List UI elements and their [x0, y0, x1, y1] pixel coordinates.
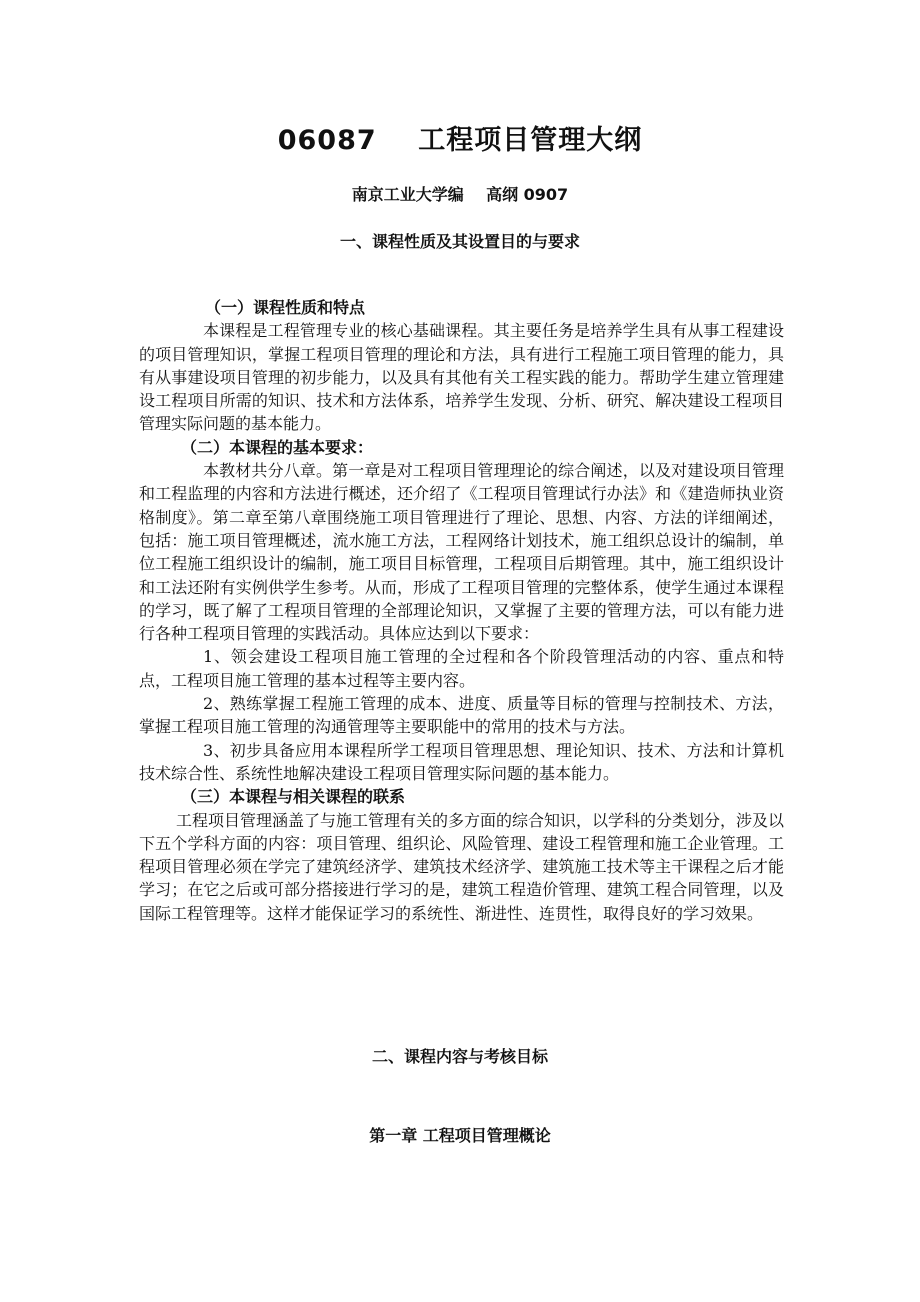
part2-paragraph: 本教材共分八章。第一章是对工程项目管理理论的综合阐述，以及对建设项目管理和工程监理的内容和方法进行概述，还介绍了《工程项目管理试行办法》和《建造师执业资格制度》。第二章至第八章围绕施工项目管理进行了理论、思想、内容、方法的详细阐述，包括：施工项目管理概述，流水施工方法，工程网络计划技术，施工组织总设计的编制，单位工程施工组织设计的编制，施工项目目标管理，工程项目后期管理。其中，施工组织设计和工法还附有实例供学生参考。从而，形成了工程项目管理的完整体系，使学生通过本课程的学习，既了解了工程项目管理的全部理论知识，又掌握了主要的管理方法，可以有能力进行各种工程项目管理的实践活动。具体应达到以下要求：	[139, 461, 784, 644]
part3-paragraph: 工程项目管理涵盖了与施工管理有关的多方面的综合知识，以学科的分类划分，涉及以下五个学科方面的内容：项目管理、组织论、风险管理、建设工程管理和施工企业管理。工程项目管理必须在学完了建筑经济学、建筑技术经济学、建筑施工技术等主干课程之后才能学习；在它之后或可部分搭接进行学习的是，建筑工程造价管理、建筑工程合同管理，以及国际工程管理等。这样才能保证学习的系统性、渐进性、连贯性，取得良好的学习效果。	[139, 810, 785, 923]
requirement-item-2: 2、熟练掌握工程施工管理的成本、进度、质量等目标的管理与控制技术、方法，掌握工程项目施工管理的沟通管理等主要职能中的常用的技术与方法。	[139, 694, 784, 737]
document-title: 06087 工程项目管理大纲	[277, 125, 643, 156]
part1-heading: （一）课程性质和特点	[205, 298, 366, 317]
document-subtitle: 南京工业大学编 高纲 0907	[351, 185, 569, 204]
chapter-one-heading: 第一章 工程项目管理概论	[369, 1126, 551, 1145]
part3-heading: （三）本课程与相关课程的联系	[181, 787, 406, 807]
body-text	[139, 296, 784, 925]
section-one-heading: 一、课程性质及其设置目的与要求	[339, 232, 580, 251]
part1-paragraph: 本课程是工程管理专业的核心基础课程。其主要任务是培养学生具有从事工程建设的项目管理知识，掌握工程项目管理的理论和方法，具有进行工程施工项目管理的能力，具有从事建设项目管理的初步能力，以及具有其他有关工程实践的能力。帮助学生建立管理建设工程项目所需的知识、技术和方法体系，培养学生发现、分析、研究、解决建设工程项目管理实际问题的基本能力。	[139, 321, 784, 434]
requirement-item-1: 1、领会建设工程项目施工管理的全过程和各个阶段管理活动的内容、重点和特点，工程项目施工管理的基本过程等主要内容。	[139, 647, 784, 690]
part2-heading: （二）本课程的基本要求：	[181, 437, 374, 457]
requirement-item-3: 3、初步具备应用本课程所学工程项目管理思想、理论知识、技术、方法和计算机技术综合性、系统性地解决建设工程项目管理实际问题的基本能力。	[139, 740, 784, 783]
section-two-heading: 二、课程内容与考核目标	[371, 1047, 548, 1066]
